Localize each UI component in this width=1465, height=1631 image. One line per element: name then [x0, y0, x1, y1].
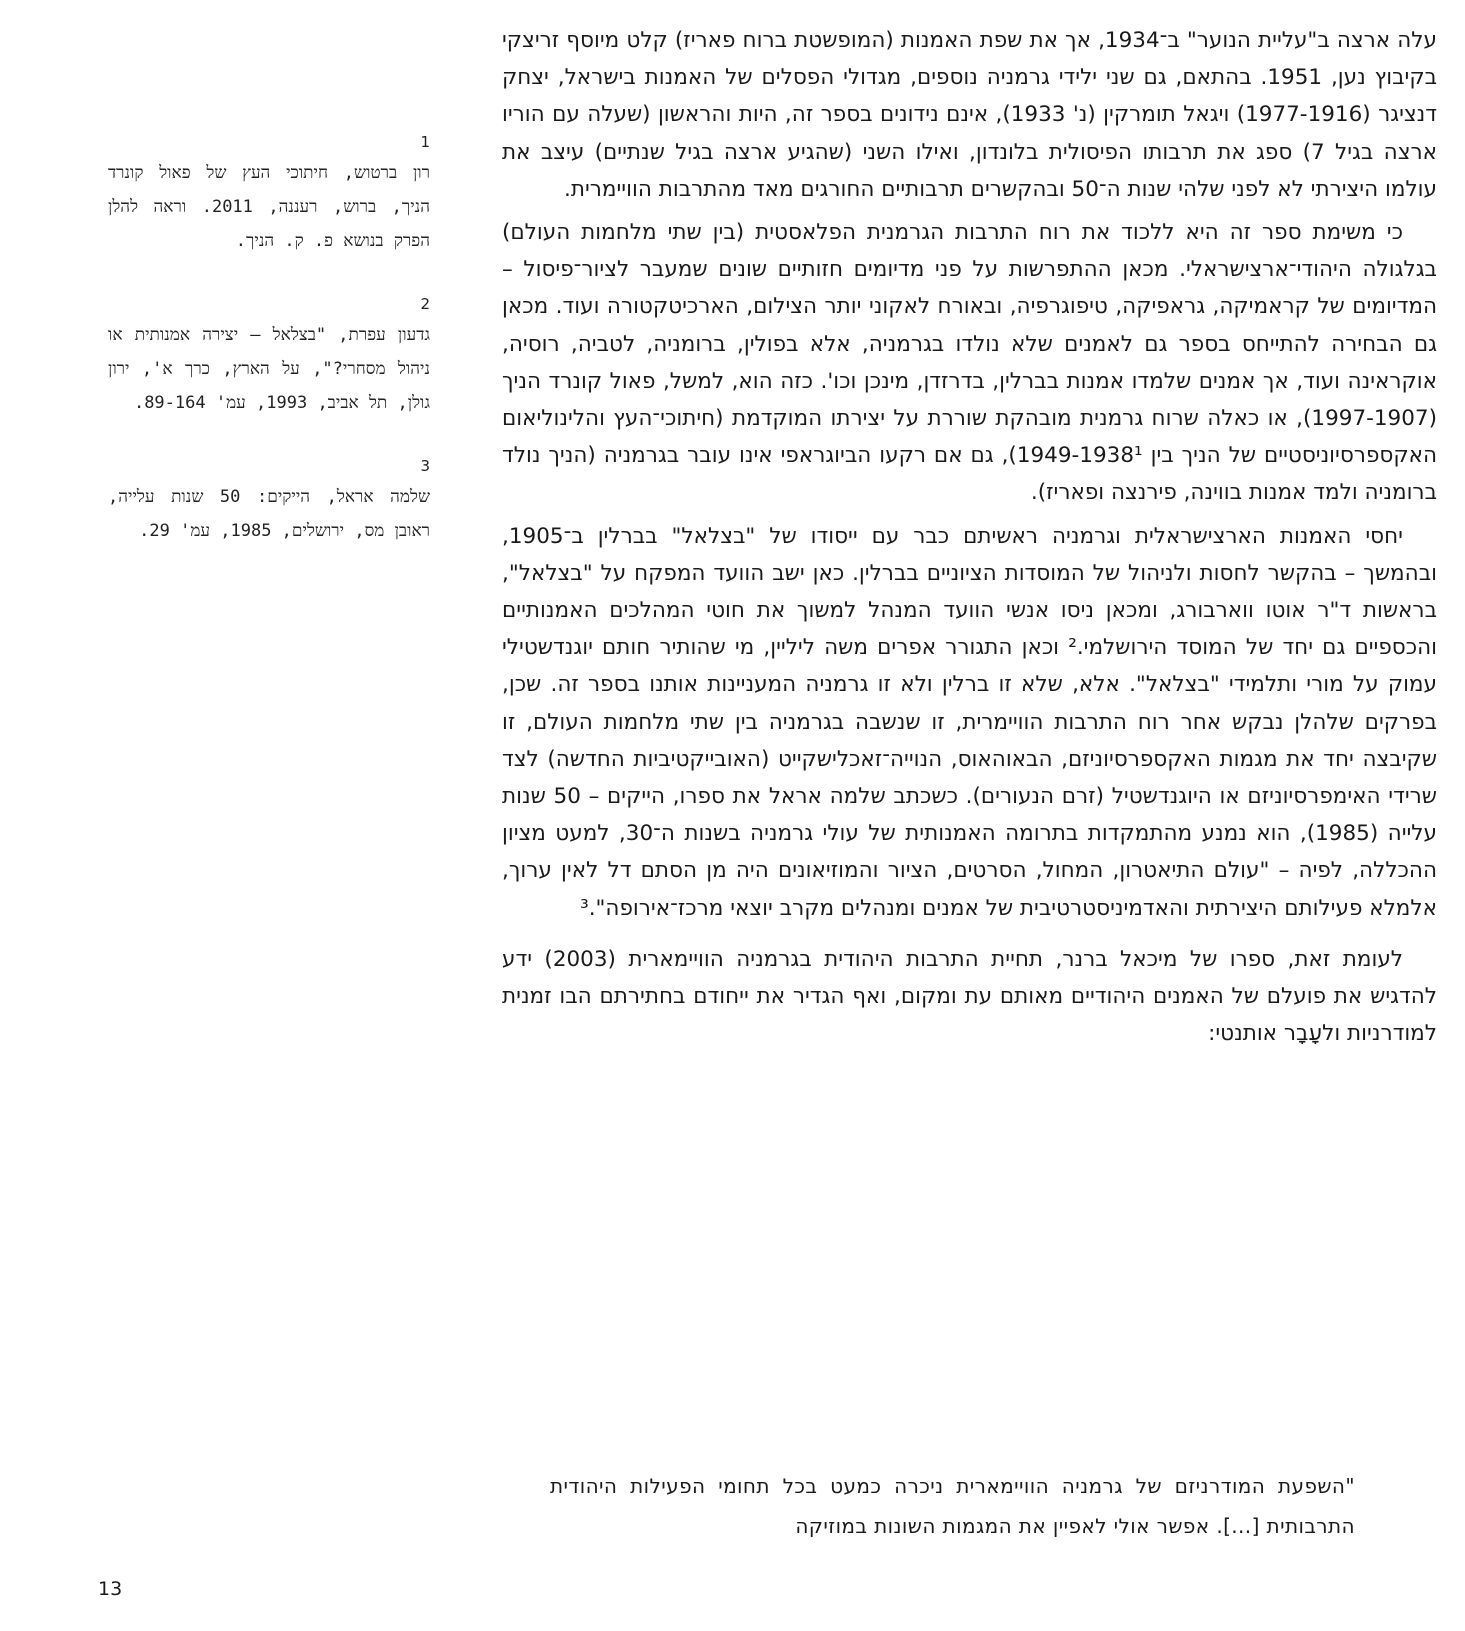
page-number: 13 [98, 1578, 123, 1600]
body-paragraph-4: לעומת זאת, ספרו של מיכאל ברנר, תחיית התרבות היהודית בגרמניה הוויימארית (2003) ידע להדגיש את פועלם של האמנים היהודיים מאותם עת ומקום, ואף הגדיר את ייחודם בחתירתם הבו זמנית למודרניות ולעָבָר אותנטי: [502, 946, 1437, 1047]
footnote-1 [108, 128, 430, 258]
footnote-2 [108, 290, 430, 420]
body-paragraph-3: יחסי האמנות הארצישראלית וגרמניה ראשיתם כבר עם ייסודו של "בצלאל" בברלין ב־1905, ובהמשך – בהקשר לחסות ולניהול של המוסדות הציוניים בברלין. כאן ישב הוועד המפקח על "בצלאל", בראשות ד"ר אוטו ווארבורג, ומכאן ניסו אנשי הוועד המנהל למשוך את חוטי המהלכים האמנותיים והכספיים גם יחד של המוסד הירושלמי.² וכאן התגורר אפרים משה ליליין, מי שהותיר חותם יוגנדשטילי עמוק על מורי ותלמידי "בצלאל". אלא, שלא זו ברלין ולא זו גרמניה המעניינות אותנו בספר זה. שכן, בפרקים שלהלן נבקש אחר רוח התרבות הוויימרית, זו שנשבה בגרמניה בין שתי מלחמות העולם, זו שקיבצה יחד את מגמות האקספרסיוניזם, הבאוהאוס, הנוייה־זאכלישקייט (האובייקטיביות החדשה) לצד שרידי האימפרסיוניזם או היוגנדשטיל (זרם הנעורים). כשכתב שלמה אראל את ספרו, הייקים – 50 שנות עלייה (1985), הוא נמנע מהתמקדות בתרומה האמנותית של עולי גרמניה בשנות ה־30, למעט מציון ההכללה, לפיה – "עולם התיאטרון, המחול, הסרטים, הציור והמוזיאונים היה מן הסתם דל לאין ערוך, אלמלא פעילותם היצירתית והאדמיניסטרטיבית של אמנים ומנהלים מקרב יוצאי מרכז־אירופה".³ [502, 523, 1437, 921]
body-paragraph-1: עלה ארצה ב"עליית הנוער" ב־1934, אך את שפת האמנות (המופשטת ברוח פאריז) קלט מיוסף זריצקי בקיבוץ נען, 1951. בהתאם, גם שני ילידי גרמניה נוספים, מגדולי הפסלים של האמנות בישראל, יצחק דנציגר (1977-1916) ויגאל תומרקין (נ' 1933), אינם נידונים בספר זה, היות והראשון (שעלה עם הוריו ארצה בגיל 7) ספג את תרבותו הפיסולית בלונדון, ואילו השני (שהגיע ארצה בגיל שנתיים) עיצב את עולמו היצירתי לא לפני שלהי שנות ה־50 ובהקשרים תרבותיים החורגים מאד מהתרבות הוויימרית. [502, 28, 1437, 202]
body-paragraph-2: כי משימת ספר זה היא ללכוד את רוח התרבות הגרמנית הפלאסטית (בין שתי מלחמות העולם) בגלגולה היהודי־ארצישראלי. מכאן ההתפרשות על פני מדיומים חזותיים שונים שמעבר לציור־פיסול – המדיומים של קראמיקה, גראפיקה, טיפוגרפיה, ובאורח לאקוני יותר הצילום, הארכיטקטורה ועוד. מכאן גם הבחירה להתייחס בספר גם לאמנים שלא נולדו בגרמניה, אלא בפולין, ברומניה, לטביה, רוסיה, אוקראינה ועוד, אך אמנים שלמדו אמנות בברלין, בדרזדן, מינכן וכו'. כזה הוא, למשל, פאול קונרד הניך (1997-1907), או כאלה שרוח גרמנית מובהקת שוררת על יצירתו המוקדמת (חיתוכי־העץ והלינוליאום האקספרסיוניסטיים של הניך בין 1949-1938¹), גם אם רקעו הביוגראפי אינו עובר בגרמניה (הניך נולד ברומניה ולמד אמנות בווינה, פירנצה ופאריז). [502, 220, 1437, 506]
footnote-text: שלמה אראל, הייקים: 50 שנות עלייה, ראובן מס, ירושלים, 1985, עמ' 29. [108, 487, 430, 541]
footnote-number: 2 [420, 295, 430, 313]
footnote-number: 3 [420, 457, 430, 475]
footnote-text: רון ברטוש, חיתוכי העץ של פאול קונרד הניך, ברוש, רעננה, 2011. וראה להלן הפרק בנושא פ. ק. הניך. [108, 163, 430, 251]
footnotes-column [108, 128, 430, 580]
footnote-3 [108, 452, 430, 548]
block-quote: "השפעת המודרניזם של גרמניה הוויימארית ניכרה כמעט בכל תחומי הפעילות היהודית התרבותית [...]. אפשר אולי לאפיין את המגמות השונות במוזיקה [550, 1474, 1355, 1538]
main-text-column [502, 22, 1437, 1052]
footnote-number: 1 [420, 133, 430, 151]
footnote-text: גדעון עפרת, "בצלאל – יצירה אמנותית או ניהול מסחרי?", על הארץ, כרך א', ירון גולן, תל אביב, 1993, עמ' 89-164. [108, 325, 430, 413]
